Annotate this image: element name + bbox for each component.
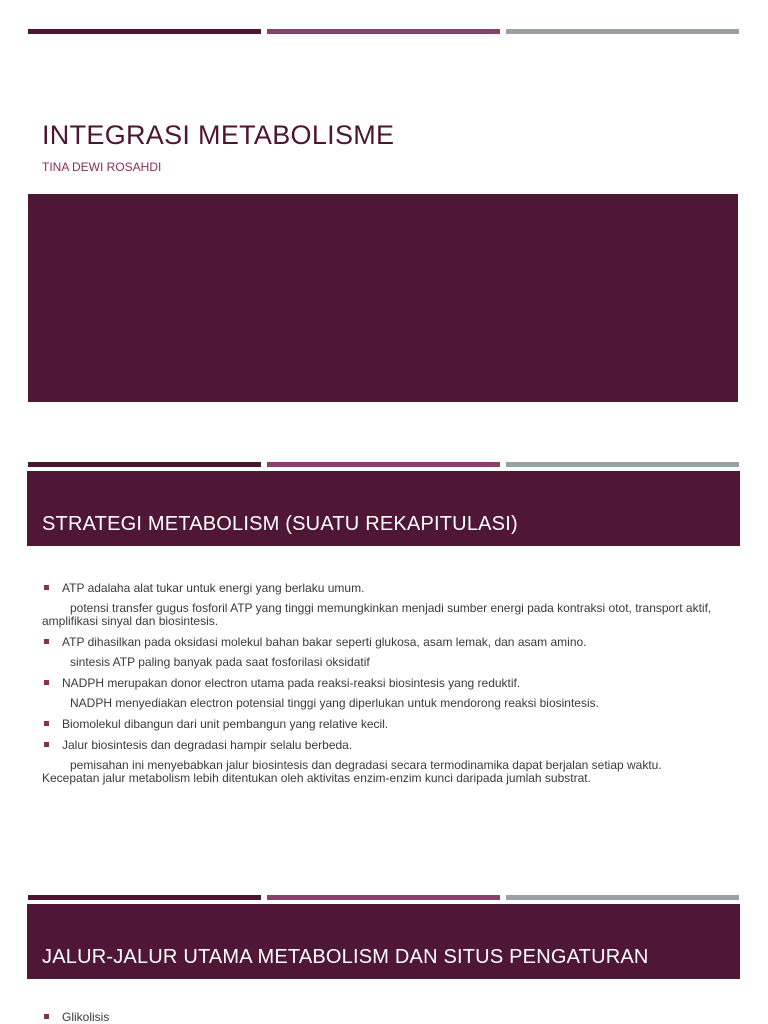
accent-bar-dark: [28, 895, 261, 900]
slide-title-text: STRATEGI METABOLISM (SUATU REKAPITULASI): [42, 513, 518, 535]
accent-bar-gray: [506, 895, 739, 900]
bullet-detail: potensi transfer gugus fosforil ATP yang tinggi memungkinkan menjadi sumber energi pada kontraksi otot, transport aktif, amplifikasi sinyal dan biosintesis.: [42, 601, 712, 628]
slide-title-text: JALUR-JALUR UTAMA METABOLISM DAN SITUS PENGATURAN: [42, 946, 649, 968]
bullet-detail: NADPH menyediakan electron potensial tinggi yang diperlukan untuk mendorong reaksi biosintesis.: [70, 696, 599, 710]
bullet-text: Glikolisis: [62, 1010, 110, 1024]
bullet-text: Jalur biosintesis dan degradasi hampir selalu berbeda.: [62, 738, 353, 752]
bullet-text: NADPH merupakan donor electron utama pada reaksi-reaksi biosintesis yang reduktif.: [62, 676, 521, 690]
bullet-text: Biomolekul dibangun dari unit pembangun yang relative kecil.: [62, 717, 389, 731]
list-item: [42, 1010, 722, 1024]
slide-header-band: [27, 904, 740, 979]
bullet-text: ATP adalaha alat tukar untuk energi yang berlaku umum.: [62, 581, 365, 595]
bullet-text: ATP dihasilkan pada oksidasi molekul bahan bakar seperti glukosa, asam lemak, dan asam amino.: [62, 635, 587, 649]
accent-bar-mid: [267, 895, 500, 900]
bullet-square-icon: [44, 1014, 49, 1019]
presentation-author: TINA DEWI ROSAHDI: [42, 160, 162, 174]
bullet-detail: pemisahan ini menyebabkan jalur biosintesis dan degradasi secara termodinamika dapat berjalan setiap waktu. Kecepatan jalur metabolism lebih ditentukan oleh aktivitas enzim-enzim kunci daripada jumlah substrat.: [42, 758, 662, 785]
presentation-title: INTEGRASI METABOLISME: [42, 120, 395, 150]
bullet-detail: sintesis ATP paling banyak pada saat fosforilasi oksidatif: [70, 655, 370, 669]
bullet-list: [42, 1010, 722, 1024]
